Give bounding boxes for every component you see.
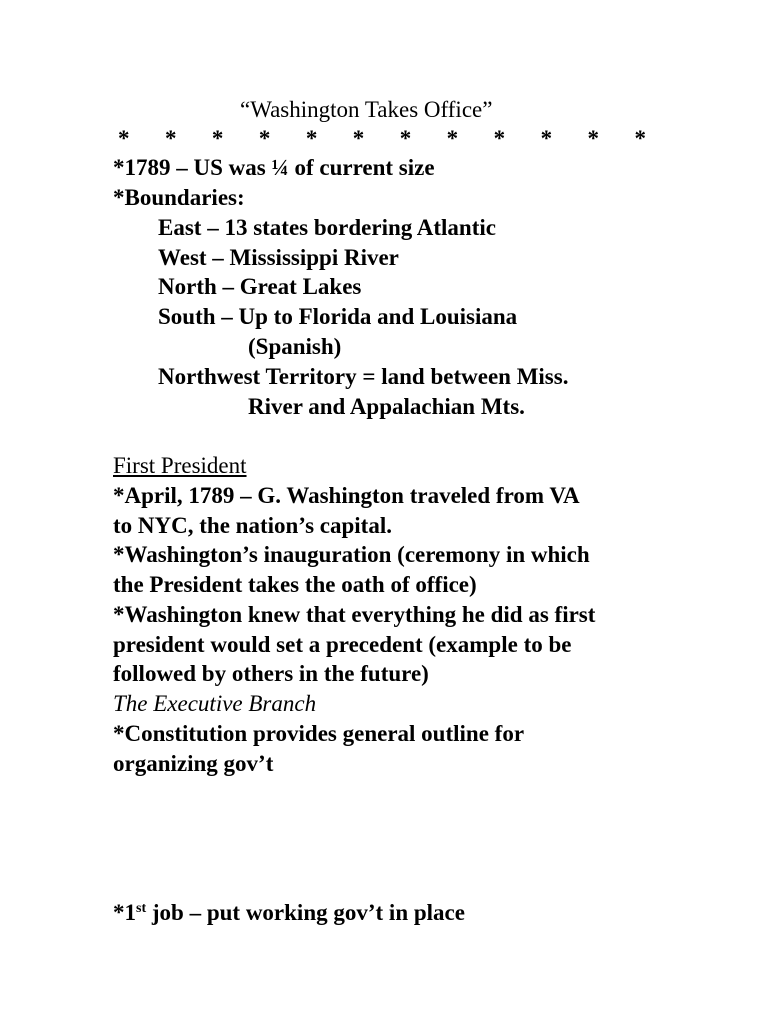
star-divider-item: * xyxy=(446,126,459,151)
first-president-line: president would set a precedent (example to be xyxy=(113,632,572,657)
executive-branch-heading: The Executive Branch xyxy=(113,691,317,716)
first-president-line: followed by others in the future) xyxy=(113,661,429,686)
size-note: *1789 – US was ¼ of current size xyxy=(113,155,435,180)
star-divider-item: * xyxy=(211,126,224,151)
star-divider-item: * xyxy=(399,126,412,151)
first-president-line: *Washington’s inauguration (ceremony in which xyxy=(113,542,590,567)
northwest-territory-continued: River and Appalachian Mts. xyxy=(248,394,525,419)
boundary-south: South – Up to Florida and Louisiana xyxy=(158,304,518,329)
document-title: “Washington Takes Office” xyxy=(240,97,493,122)
star-divider-item: * xyxy=(587,126,600,151)
star-divider xyxy=(118,124,646,154)
boundaries-heading: *Boundaries: xyxy=(113,185,245,210)
boundary-north: North – Great Lakes xyxy=(158,274,362,299)
first-job-prefix: *1 xyxy=(113,900,136,925)
star-divider-item: * xyxy=(634,126,646,151)
first-president-line: the President takes the oath of office) xyxy=(113,572,477,597)
first-president-line: *April, 1789 – G. Washington traveled from VA xyxy=(113,483,580,508)
northwest-territory: Northwest Territory = land between Miss. xyxy=(158,364,569,389)
first-president-line: to NYC, the nation’s capital. xyxy=(113,513,392,538)
first-job-line xyxy=(113,898,465,928)
boundary-east: East – 13 states bordering Atlantic xyxy=(158,215,496,240)
first-job-text: job – put working gov’t in place xyxy=(146,900,465,925)
star-divider-item: * xyxy=(164,126,177,151)
star-divider-item: * xyxy=(258,126,271,151)
boundary-west: West – Mississippi River xyxy=(158,245,399,270)
star-divider-item: * xyxy=(305,126,318,151)
first-job-superscript: st xyxy=(136,901,147,916)
star-divider-item: * xyxy=(540,126,553,151)
star-divider-item: * xyxy=(493,126,506,151)
star-divider-item: * xyxy=(352,126,365,151)
executive-branch-line: organizing gov’t xyxy=(113,751,274,776)
boundary-south-note: (Spanish) xyxy=(248,334,342,359)
first-president-line: *Washington knew that everything he did as first xyxy=(113,602,596,627)
executive-branch-line: *Constitution provides general outline for xyxy=(113,721,525,746)
star-divider-item: * xyxy=(118,126,130,151)
first-president-heading: First President xyxy=(113,453,247,478)
